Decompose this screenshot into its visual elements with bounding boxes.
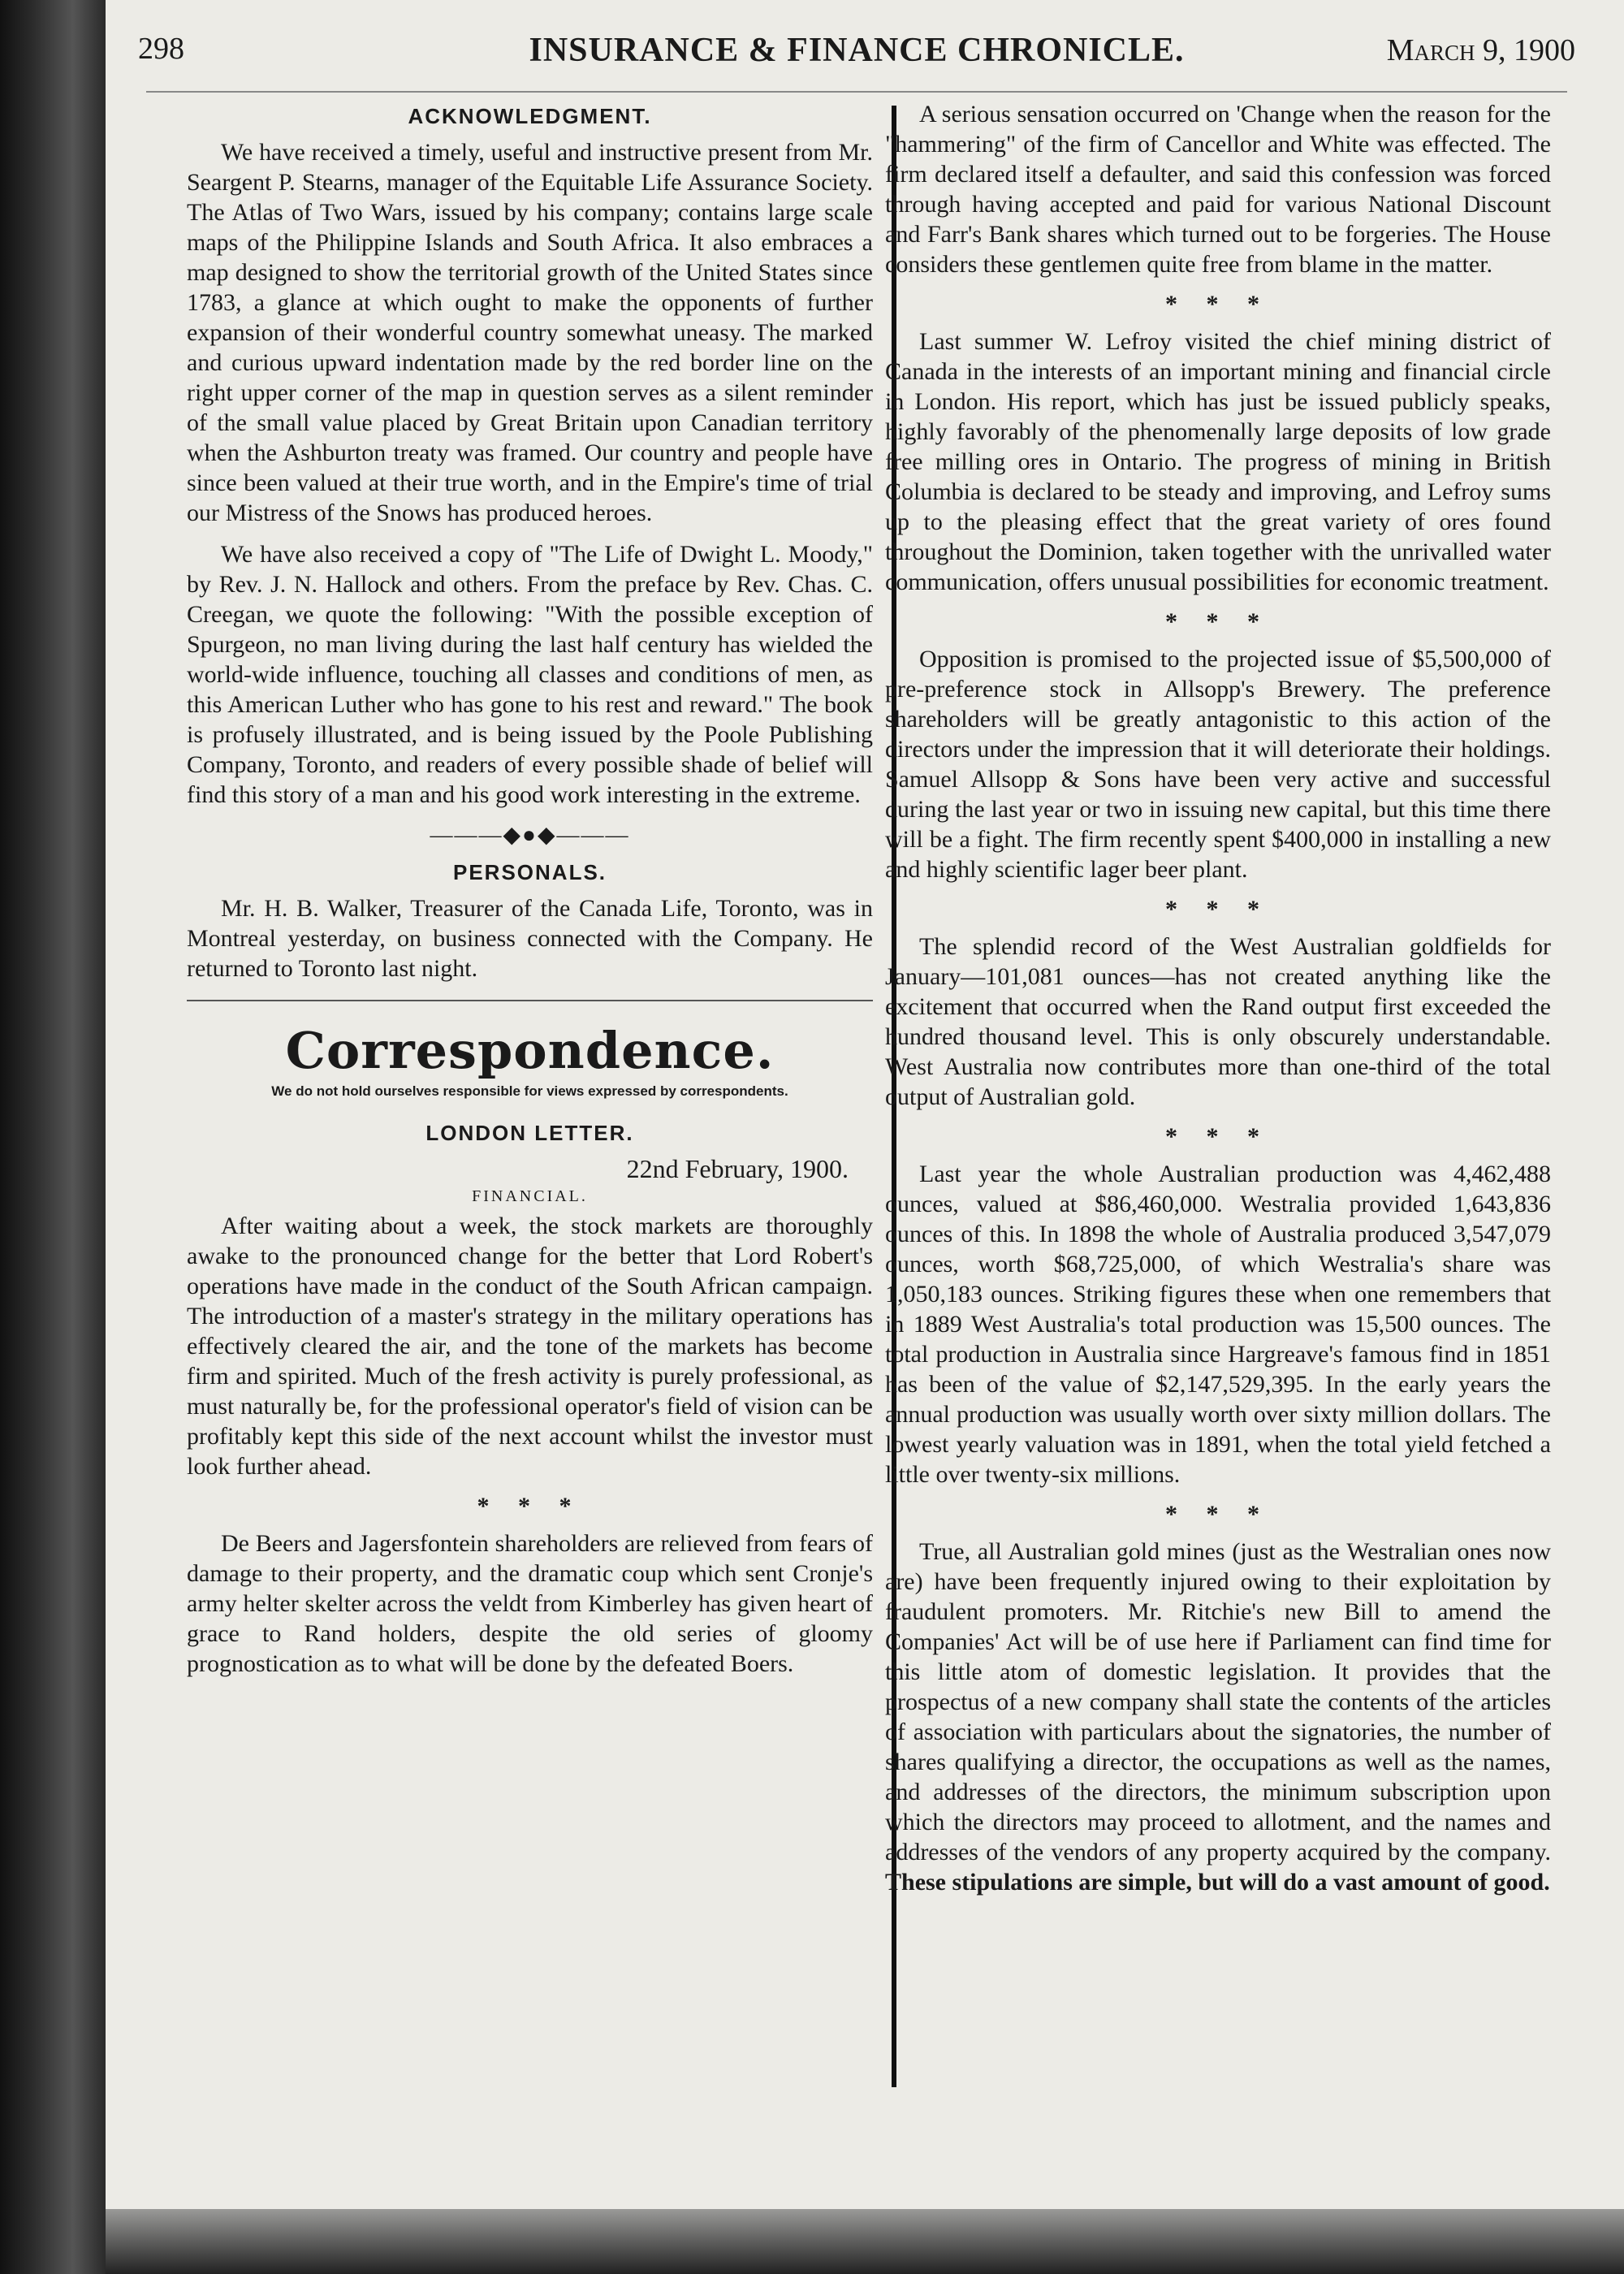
personals-heading: PERSONALS. bbox=[452, 860, 607, 884]
issue-date: March 9, 1900 bbox=[1386, 33, 1575, 67]
book-binding bbox=[0, 0, 106, 2274]
section-stars: * * * bbox=[1165, 291, 1271, 318]
correspondence-heading: Correspondence. bbox=[285, 1021, 775, 1080]
acknowledgment-paragraph-2: We have also received a copy of "The Life of Dwight L. Moody," by Rev. J. N. Hallock and others. From the preface by Rev. Chas. C. Creegan, we quote the following: "With the possible exception of Spurgeon, no man living during the last half century has wielded the world-wide influence, touching all classes and conditions of men, as this American Luther who has gone to his rest and reward." The book is profusely illustrated, and is being issued by the Poole Publishing Company, Toronto, and readers of every possible shade of belief will find this story of a man and his good work interesting in the extreme. bbox=[187, 541, 873, 808]
section-stars: * * * bbox=[1165, 608, 1271, 635]
page-number: 298 bbox=[138, 32, 184, 66]
right-paragraph-3: Opposition is promised to the projected issue of $5,500,000 of pre-preference stock in Allsopp's Brewery. The preference shareholders will be greatly antagonistic to this action of the directors under the impression that it will deteriorate their holdings. Samuel Allsopp & Sons have been very active and successful during the last year or two in issuing new capital, but this time there will be a fight. The firm recently spent $400,000 in installing a new and highly scientific lager beer plant. bbox=[885, 646, 1551, 883]
london-letter-subhead: FINANCIAL. bbox=[472, 1187, 588, 1205]
section-stars: * * * bbox=[1165, 896, 1271, 923]
section-stars: * * * bbox=[1165, 1501, 1271, 1528]
section-rule bbox=[187, 1000, 873, 1001]
personals-paragraph: Mr. H. B. Walker, Treasurer of the Canada Life, Toronto, was in Montreal yesterday, on business connected with the Company. He returned to Toronto last night. bbox=[187, 895, 873, 982]
right-paragraph-6 bbox=[885, 1537, 1551, 1897]
right-paragraph-2: Last summer W. Lefroy visited the chief mining district of Canada in the interests of an important mining and financial circle in London. His report, which has just be issued publicly speaks, highly favorably of the phenomenally large deposits of low grade free milling ores in Ontario. The progress of mining in British Columbia is declared to be steady and improving, and Lefroy sums up to the pleasing effect that the great variety of ores found throughout the Dominion, taken together with the unrivalled water communication, offers unusual possibilities for economic treatment. bbox=[885, 328, 1551, 595]
correspondence-disclaimer: We do not hold ourselves responsible for views expressed by correspondents. bbox=[271, 1083, 788, 1099]
left-column bbox=[187, 99, 873, 1690]
london-letter-heading: LONDON LETTER. bbox=[425, 1121, 634, 1145]
london-paragraph-1: After waiting about a week, the stock markets are thoroughly awake to the pronounced change for the better that Lord Robert's operations have made in the conduct of the South African campaign. The introduction of a master's strategy in the military operations has effectively cleared the air, and the tone of the markets has become firm and spirited. Much of the fresh activity is purely professional, as must naturally be, for the professional operator's field of vision can be profitably kept this side of the next account whilst the investor must look further ahead. bbox=[187, 1213, 873, 1480]
right-paragraph-1: A serious sensation occurred on 'Change when the reason for the "hammering" of the firm of Cancellor and White was effected. The firm declared itself a defaulter, and said this confession was forced through having accepted and paid for various National Discount and Farr's Bank shares which turned out to be forgeries. The House considers these gentlemen quite free from blame in the matter. bbox=[885, 101, 1551, 278]
section-stars: * * * bbox=[477, 1493, 583, 1520]
acknowledgment-paragraph-1: We have received a timely, useful and instructive present from Mr. Seargent P. Stearns, manager of the Equitable Life Assurance Society. The Atlas of Two Wars, issued by his company; contains large scale maps of the Philippine Islands and South Africa. It also embraces a map designed to show the territorial growth of the United States since 1783, a glance at which ought to make the opponents of further expansion of their wonderful country somewhat uneasy. The marked and curious upward indentation made by the red border line on the right upper corner of the map in question serves as a silent reminder of the small value placed by Great Britain upon Canadian territory when the Ashburton treaty was framed. Our country and people have since been valued at their true worth, and in the Empire's time of trial our Mistress of the Snows has produced heroes. bbox=[187, 139, 873, 526]
page-bottom-edge bbox=[106, 2209, 1624, 2274]
section-stars: * * * bbox=[1165, 1123, 1271, 1150]
running-header bbox=[138, 31, 1575, 88]
right-paragraph-6-ending: These stipulations are simple, but will do a vast amount of good. bbox=[885, 1869, 1550, 1896]
london-letter-date: 22nd February, 1900. bbox=[626, 1154, 849, 1183]
acknowledgment-heading: ACKNOWLEDGMENT. bbox=[408, 104, 652, 128]
right-paragraph-5: Last year the whole Australian production was 4,462,488 ounces, valued at $86,460,000. Westralia provided 1,643,836 ounces of this. In 1898 the whole of Australia produced 3,547,079 ounces, worth $68,725,000, of which Westralia's share was 1,050,183 ounces. Striking figures these when one remembers that in 1889 West Australia's total production was 15,500 ounces. The total production in Australia since Hargreave's famous find in 1851 has been of the value of $2,147,529,395. In the early years the annual production was usually worth over sixty million dollars. The lowest yearly valuation was in 1891, when the total yield fetched a little over twenty-six millions. bbox=[885, 1161, 1551, 1488]
section-ornament: ———◆●◆——— bbox=[430, 823, 630, 848]
london-paragraph-2: De Beers and Jagersfontein shareholders are relieved from fears of damage to their property, and the dramatic coup which sent Cronje's army helter skelter across the veldt from Kimberley has given heart of grace to Rand holders, despite the old series of gloomy prognostication as to what will be done by the defeated Boers. bbox=[187, 1530, 873, 1677]
header-rule bbox=[146, 91, 1567, 93]
right-paragraph-4: The splendid record of the West Australian goldfields for January—101,081 ounces—has not created anything like the excitement that occurred when the Rand output first exceeded the hundred thousand level. This is only obscurely understandable. West Australia now contributes more than one-third of the total output of Australian gold. bbox=[885, 933, 1551, 1110]
right-column bbox=[885, 99, 1551, 1909]
publication-title: INSURANCE & FINANCE CHRONICLE. bbox=[529, 32, 1185, 69]
right-paragraph-6-body: True, all Australian gold mines (just as the Westralian ones now are) have been frequently injured owing to their exploitation by fraudulent promoters. Mr. Ritchie's new Bill to amend the Companies' Act will be of use here if Parliament can find time for this little atom of domestic legislation. It provides that the prospectus of a new company shall state the contents of the articles of association with particulars about the signatories, the number of shares qualifying a director, the occupations as well as the names, and addresses of the directors, the minimum subscription upon which the directors may proceed to allotment, and the names and addresses of the vendors of any property acquired by the company. bbox=[885, 1538, 1551, 1865]
